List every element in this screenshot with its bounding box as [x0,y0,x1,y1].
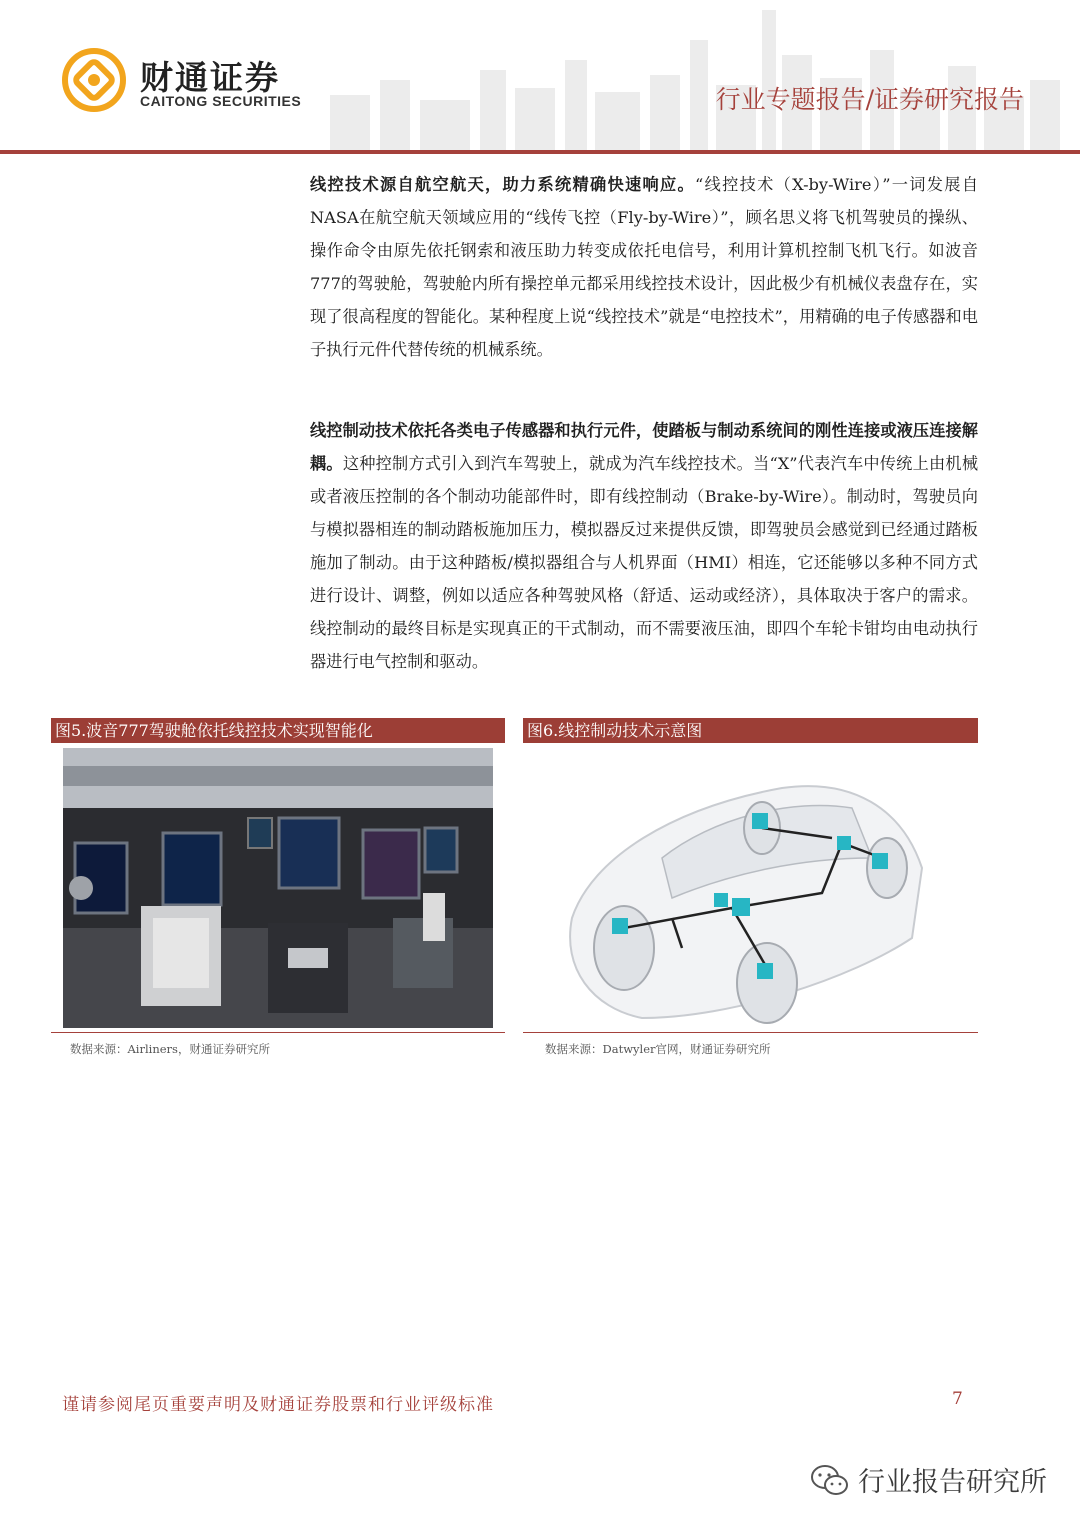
paragraph-brake-by-wire [310,414,978,678]
brand-name-english: CAITONG SECURITIES [140,93,302,109]
page-number: 7 [952,1389,963,1409]
figure-6-divider [523,1032,978,1033]
paragraph-lead: 线控技术源自航空航天，助力系统精确快速响应。 [310,175,696,194]
page-header [0,0,1080,158]
figure-6-source: 数据来源：Datwyler官网，财通证券研究所 [545,1042,771,1056]
figure-5-title: 图5.波音777驾驶舱依托线控技术实现智能化 [51,718,505,743]
caitong-logo [62,48,126,112]
paragraph-lead: 线控制动技术依托各类电子传感器和执行元件，使踏板与制动系统间的刚性连接或液压连接解耦。 [310,421,978,473]
boeing-777-cockpit-image [63,748,493,1028]
figure-6-title: 图6.线控制动技术示意图 [523,718,978,743]
watermark-text: 行业报告研究所 [858,1467,1047,1498]
paragraph-body: “线控技术（X-by-Wire）”一词发展自NASA在航空航天领域应用的“线传飞控（Fly-by-Wire）”，顾名思义将飞机驾驶员的操纵、操作命令由原先依托钢索和液压助力转变成依托电信号，利用计算机控制飞机飞行。如波音777的驾驶舱，驾驶舱内所有操控单元都采用线控技术设计，因此极少有机械仪表盘存在，实现了很高程度的智能化。某种程度上说“线控技术”就是“电控技术”，用精确的电子传感器和电子执行元件代替传统的机械系统。 [310,175,979,359]
figure-5-divider [51,1032,505,1033]
paragraph-body: 这种控制方式引入到汽车驾驶上，就成为汽车线控技术。当“X”代表汽车中传统上由机械或者液压控制的各个制动功能部件时，即有线控制动（Brake-by-Wire）。制动时，驾驶员向与模拟器相连的制动踏板施加压力，模拟器反过来提供反馈，即驾驶员会感觉到已经通过踏板施加了制动。由于这种踏板/模拟器组合与人机界面（HMI）相连，它还能够以多种不同方式进行设计、调整，例如以适应各种驾驶风格（舒适、运动或经济），具体取决于客户的需求。线控制动的最终目标是实现真正的干式制动，而不需要液压油，即四个车轮卡钳均由电动执行器进行电气控制和驱动。 [310,454,979,671]
wechat-icon [810,1464,850,1498]
report-type-label: 行业专题报告/证券研究报告 [715,85,1024,114]
figure-5-source: 数据来源：Airliners，财通证券研究所 [70,1042,270,1056]
brand-name-chinese: 财通证券 [140,58,280,97]
header-divider [0,150,1080,154]
brake-by-wire-car-diagram [552,748,930,1028]
disclaimer-note: 谨请参阅尾页重要声明及财通证券股票和行业评级标准 [62,1395,494,1415]
paragraph-fly-by-wire [310,168,978,366]
